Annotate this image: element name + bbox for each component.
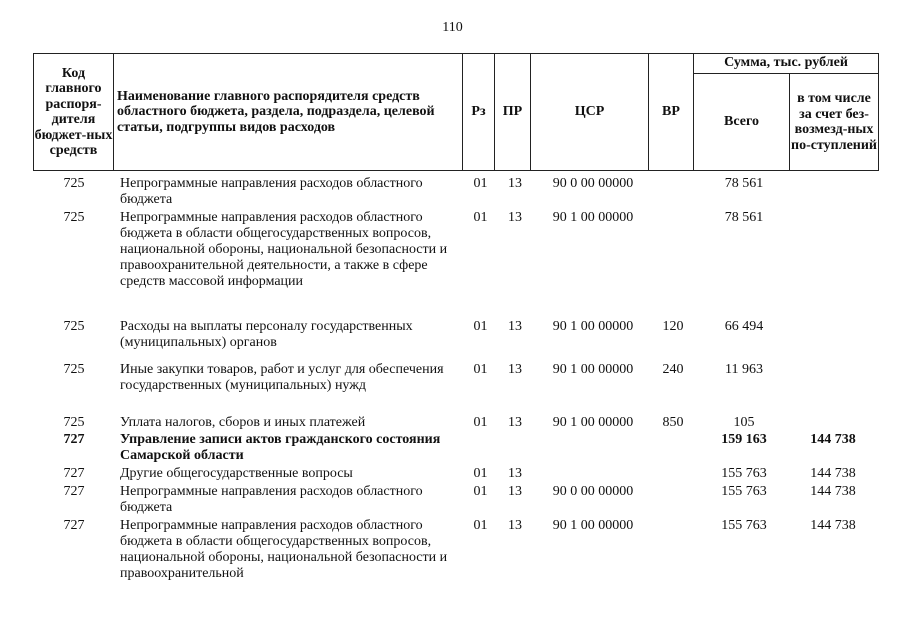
cell-pr: 13 [508,466,522,481]
cell-name: Непрограммные направления расходов областного бюджета в области общегосударственных вопросов, национальной обороны, национальной безопасности и правоохранительной [120,518,448,581]
cell-vr: 850 [662,415,684,430]
header-code: Код главного распоря-дителя бюджет-ных средств [34,65,113,158]
cell-grants: 144 738 [810,432,856,447]
cell-code: 727 [63,484,85,499]
header-csr: ЦСР [574,104,605,120]
cell-name: Управление записи актов гражданского состояния Самарской области [120,432,441,463]
cell-pr: 13 [508,210,522,225]
cell-csr: 90 1 00 00000 [552,415,634,430]
cell-name: Непрограммные направления расходов областного бюджета в области общегосударственных вопросов, национальной обороны, национальной безопасности и правоохранительной деятельности, а также в сфере средств массовой информации [120,210,448,289]
cell-name: Расходы на выплаты персоналу государственных (муниципальных) органов [120,319,413,350]
cell-csr: 90 0 00 00000 [552,484,634,499]
cell-total: 155 763 [721,484,767,499]
header-pr: ПР [502,104,523,120]
cell-total: 66 494 [724,319,764,334]
header-sum: Сумма, тыс. рублей [724,55,848,71]
cell-rz: 01 [473,415,488,430]
cell-name: Непрограммные направления расходов областного бюджета [120,484,423,515]
cell-csr: 90 1 00 00000 [552,210,634,225]
header-vr: ВР [662,104,680,120]
cell-csr: 90 1 00 00000 [552,319,634,334]
header-right-border [878,53,879,171]
cell-grants: 144 738 [810,484,856,499]
cell-rz: 01 [473,176,488,191]
cell-rz: 01 [473,466,488,481]
cell-total: 105 [733,415,755,430]
cell-pr: 13 [508,518,522,533]
cell-code: 727 [63,466,85,481]
cell-code: 727 [63,518,85,533]
cell-pr: 13 [508,415,522,430]
cell-rz: 01 [473,518,488,533]
cell-rz: 01 [473,319,488,334]
cell-code: 725 [63,319,85,334]
cell-code: 725 [63,415,85,430]
cell-csr: 90 1 00 00000 [552,518,634,533]
cell-code: 725 [63,176,85,191]
cell-total: 159 163 [721,432,767,447]
cell-rz: 01 [473,362,488,377]
header-bottom-border [33,170,879,171]
cell-name: Другие общегосударственные вопросы [120,466,353,481]
header-rz: Рз [471,104,486,120]
cell-pr: 13 [508,176,522,191]
cell-name: Иные закупки товаров, работ и услуг для обеспечения государственных (муниципальных) нужд [120,362,444,393]
cell-total: 11 963 [725,362,763,377]
cell-total: 155 763 [721,466,767,481]
cell-pr: 13 [508,484,522,499]
cell-pr: 13 [508,319,522,334]
header-grants: в том числе за счет без-возмезд-ных по-ступлений [791,91,877,153]
cell-pr: 13 [508,362,522,377]
cell-total: 155 763 [721,518,767,533]
cell-csr: 90 1 00 00000 [552,362,634,377]
cell-vr: 240 [662,362,684,377]
cell-code: 725 [63,362,85,377]
header-name: Наименование главного распорядителя средств областного бюджета, раздела, подраздела, целевой статьи, подгруппы видов расходов [117,88,435,135]
cell-grants: 144 738 [810,466,856,481]
cell-vr: 120 [662,319,684,334]
cell-name: Уплата налогов, сборов и иных платежей [120,415,366,430]
cell-name: Непрограммные направления расходов областного бюджета [120,176,423,207]
cell-code: 725 [63,210,85,225]
header-total: Всего [724,114,759,130]
cell-total: 78 561 [724,210,764,225]
cell-grants: 144 738 [810,518,856,533]
cell-total: 78 561 [724,176,764,191]
cell-code: 727 [63,432,85,447]
table-header [33,53,879,171]
cell-csr: 90 0 00 00000 [552,176,634,191]
cell-rz: 01 [473,484,488,499]
cell-rz: 01 [473,210,488,225]
page-number: 110 [442,20,463,35]
